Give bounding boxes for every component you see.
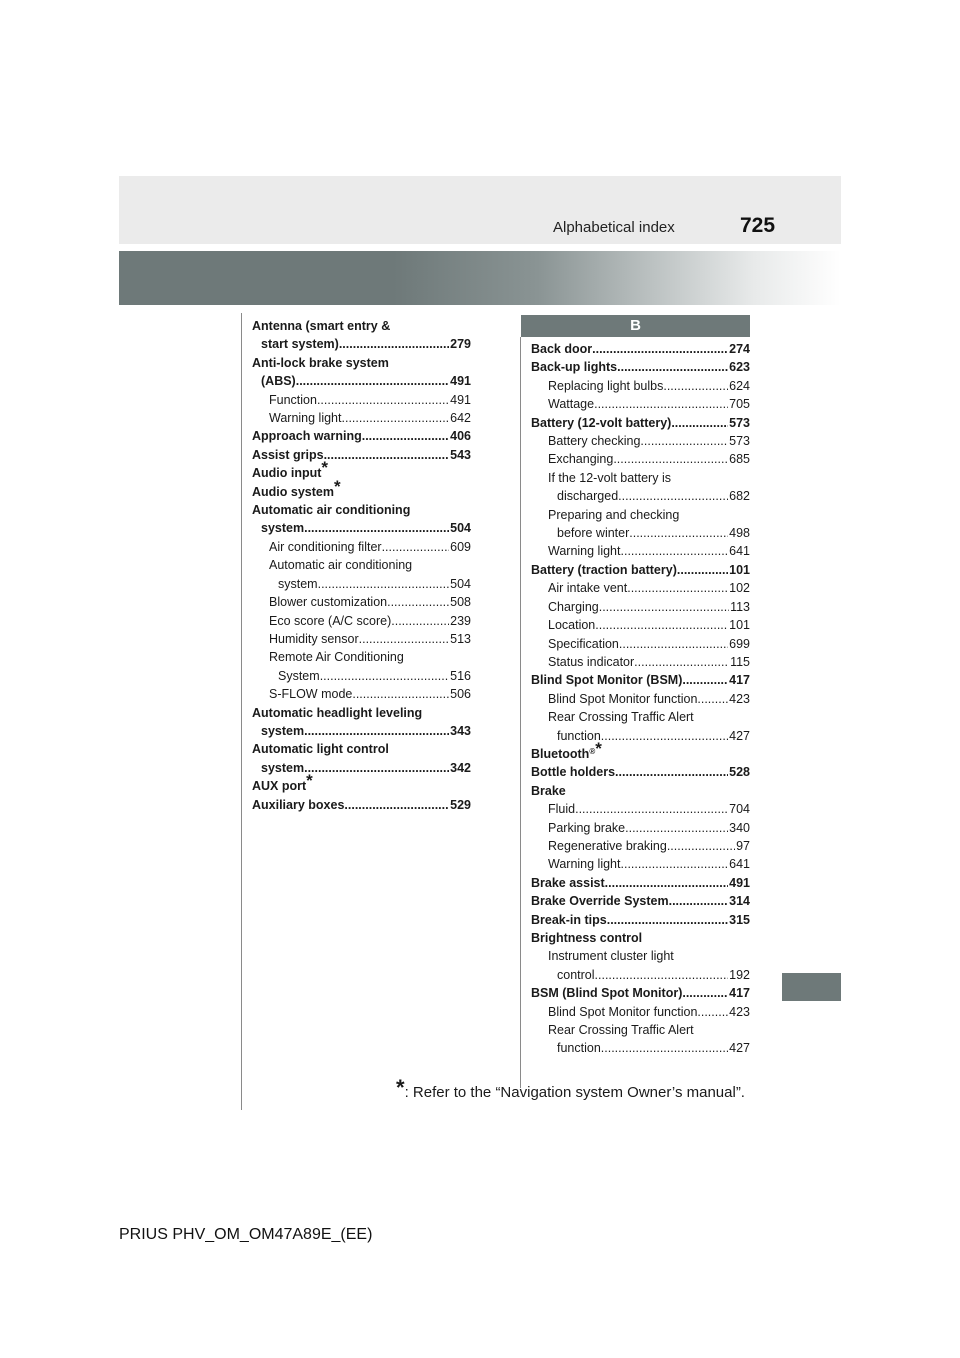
dot-leader xyxy=(618,487,728,505)
index-entry-term: Eco score (A/C score) xyxy=(269,613,392,628)
index-entry xyxy=(531,738,750,763)
dot-leader xyxy=(304,722,449,740)
page-reference: 641 xyxy=(729,544,750,559)
footnote-text: : Refer to the “Navigation system Owner’s manual”. xyxy=(404,1084,745,1101)
index-entry-term: Replacing light bulbs xyxy=(548,378,664,393)
page-reference: 314 xyxy=(729,894,750,909)
dot-leader xyxy=(613,450,728,468)
index-entry xyxy=(252,409,471,427)
dot-leader xyxy=(599,598,729,616)
index-entry-line: Preparing and checking xyxy=(548,507,680,522)
dot-leader xyxy=(663,377,728,395)
page-reference: 685 xyxy=(729,452,750,467)
left-column-rule xyxy=(241,313,242,1110)
index-entry-term: before winter xyxy=(557,526,630,541)
index-entry xyxy=(531,892,750,910)
page-reference: 417 xyxy=(729,673,750,688)
index-entry xyxy=(252,427,471,445)
index-entry-line: Rear Crossing Traffic Alert xyxy=(548,710,694,725)
page-reference: 491 xyxy=(450,374,471,389)
index-entry-term: function xyxy=(557,1041,601,1056)
index-entry xyxy=(531,690,750,708)
index-entry-term: (ABS) xyxy=(261,374,296,389)
header-band xyxy=(119,176,841,244)
page-reference: 543 xyxy=(450,447,471,462)
page-reference: 508 xyxy=(450,595,471,610)
page-reference: 624 xyxy=(729,378,750,393)
index-column-left xyxy=(252,317,471,814)
registered-mark: ® xyxy=(589,746,596,756)
dot-leader xyxy=(382,538,450,556)
page-reference: 417 xyxy=(729,986,750,1001)
index-entry xyxy=(252,796,471,814)
page-reference: 504 xyxy=(450,576,471,591)
index-entry-term: function xyxy=(557,728,601,743)
index-entry-term: Back-up lights xyxy=(531,360,618,375)
index-entry xyxy=(252,685,471,703)
index-entry-term: Battery (traction battery) xyxy=(531,562,677,577)
page-reference: 315 xyxy=(729,912,750,927)
page-reference: 513 xyxy=(450,631,471,646)
index-entry xyxy=(252,648,471,685)
page-reference: 573 xyxy=(729,434,750,449)
index-entry-term: Battery (12-volt battery) xyxy=(531,415,672,430)
page-reference: 699 xyxy=(729,636,750,651)
index-entry-term: Location xyxy=(548,618,596,633)
dot-leader xyxy=(595,616,728,634)
index-entry xyxy=(531,395,750,413)
index-entry-term: Parking brake xyxy=(548,820,626,835)
page-reference: 423 xyxy=(729,1004,750,1019)
index-entry xyxy=(252,476,471,501)
page-reference: 274 xyxy=(729,342,750,356)
dot-leader xyxy=(640,432,728,450)
index-entry xyxy=(252,458,471,482)
index-entry-term: Humidity sensor xyxy=(269,631,359,646)
dot-leader xyxy=(592,340,728,358)
index-entry-term: discharged xyxy=(557,489,619,504)
section-letter-b: B xyxy=(521,315,750,337)
dot-leader xyxy=(667,837,735,855)
index-entry xyxy=(531,800,750,818)
dot-leader xyxy=(677,561,728,579)
index-entry-term: Exchanging xyxy=(548,452,614,467)
index-entry-term: system xyxy=(261,723,305,738)
dot-leader xyxy=(324,446,450,464)
index-entry xyxy=(531,561,750,579)
index-entry-line: Automatic air conditioning xyxy=(269,558,413,573)
index-entry-term: system xyxy=(261,521,305,536)
document-code: PRIUS PHV_OM_OM47A89E_(EE) xyxy=(119,1226,373,1243)
index-entry-term: Audio input xyxy=(252,466,322,481)
footnote xyxy=(396,1075,745,1106)
index-entry-term: Brake xyxy=(531,783,566,798)
dot-leader xyxy=(595,966,729,984)
index-entry xyxy=(252,593,471,611)
footnote-mark: * xyxy=(595,738,602,758)
dot-leader xyxy=(617,358,728,376)
index-entry-term: Break-in tips xyxy=(531,912,607,927)
dot-leader xyxy=(391,612,449,630)
index-entry-term: Blind Spot Monitor function xyxy=(548,691,698,706)
dot-leader xyxy=(317,391,449,409)
footnote-mark: * xyxy=(396,1075,405,1100)
index-entry-term: Specification xyxy=(548,636,619,651)
dot-leader xyxy=(601,1039,728,1057)
index-entry xyxy=(531,414,750,432)
index-entry xyxy=(531,708,750,745)
footnote-mark: * xyxy=(321,458,329,478)
page-reference: 609 xyxy=(450,539,471,554)
index-entry-term: Status indicator xyxy=(548,654,635,669)
index-entry xyxy=(531,984,750,1002)
index-entry xyxy=(531,377,750,395)
index-entry-term: Warning light xyxy=(548,544,621,559)
page-reference: 682 xyxy=(729,489,750,504)
index-entry xyxy=(252,612,471,630)
index-entry xyxy=(252,630,471,648)
page-reference: 102 xyxy=(729,581,750,596)
index-entry-term: control xyxy=(557,967,595,982)
index-entry-term: BSM (Blind Spot Monitor) xyxy=(531,986,683,1001)
index-entry-term: Bottle holders xyxy=(531,765,616,780)
index-entry xyxy=(531,450,750,468)
page-reference: 573 xyxy=(729,415,750,430)
dot-leader xyxy=(682,984,728,1002)
dot-leader xyxy=(619,635,728,653)
index-entry-term: Bluetooth xyxy=(531,746,590,761)
index-entry-line: Antenna (smart entry & xyxy=(252,319,391,333)
index-entry xyxy=(531,340,750,358)
dot-leader xyxy=(339,335,449,353)
index-entry xyxy=(252,354,471,391)
index-entry-term: Brake assist xyxy=(531,875,605,890)
index-entry xyxy=(531,671,750,689)
index-entry xyxy=(531,542,750,560)
dot-leader xyxy=(634,653,729,671)
dot-leader xyxy=(352,685,449,703)
index-entry xyxy=(252,317,471,354)
dot-leader xyxy=(362,427,449,445)
index-entry-term: S-FLOW mode xyxy=(269,687,353,702)
index-entry-term: Blind Spot Monitor function xyxy=(548,1004,698,1019)
page-reference: 491 xyxy=(729,875,750,890)
page-reference: 279 xyxy=(450,337,471,352)
page-reference: 529 xyxy=(450,797,471,812)
index-entry xyxy=(252,556,471,593)
index-entry xyxy=(531,506,750,543)
page-reference: 239 xyxy=(450,613,471,628)
dot-leader xyxy=(575,800,728,818)
page-reference: 115 xyxy=(730,654,750,669)
dot-leader xyxy=(296,372,449,390)
index-entry xyxy=(531,855,750,873)
footnote-mark: * xyxy=(306,771,313,791)
index-entry-line: Automatic air conditioning xyxy=(252,503,411,518)
index-entry-term: Wattage xyxy=(548,397,595,412)
page-reference: 406 xyxy=(450,429,471,444)
dot-leader xyxy=(669,892,729,910)
page-reference: 623 xyxy=(729,360,750,375)
index-entry-line: Instrument cluster light xyxy=(548,949,674,964)
page-reference: 101 xyxy=(729,562,750,577)
page-reference: 342 xyxy=(450,760,471,775)
page-reference: 101 xyxy=(729,618,750,633)
dot-leader xyxy=(318,575,450,593)
index-entry-term: start system) xyxy=(261,337,339,352)
index-entry-term: Auxiliary boxes xyxy=(252,797,345,812)
index-entry xyxy=(252,538,471,556)
index-entry-term: Function xyxy=(269,392,317,407)
index-entry-line: Automatic headlight leveling xyxy=(252,705,423,720)
index-entry-line: Automatic light control xyxy=(252,742,389,757)
dot-leader xyxy=(625,819,728,837)
index-entry xyxy=(531,929,750,947)
dot-leader xyxy=(304,519,449,537)
dot-leader xyxy=(629,524,728,542)
index-entry-line: Remote Air Conditioning xyxy=(269,650,404,665)
index-entry-term: Assist grips xyxy=(252,447,324,462)
index-entry-term: Air conditioning filter xyxy=(269,539,382,554)
index-entry-term: Brightness control xyxy=(531,931,643,945)
dot-leader xyxy=(607,911,728,929)
middle-column-rule xyxy=(520,337,521,1088)
index-entry xyxy=(531,819,750,837)
dot-leader xyxy=(304,759,449,777)
index-entry xyxy=(531,947,750,984)
page-reference: 491 xyxy=(450,392,471,407)
dot-leader xyxy=(621,855,729,873)
index-entry-term: Warning light xyxy=(548,857,621,872)
index-entry xyxy=(531,635,750,653)
index-entry xyxy=(531,358,750,376)
index-entry xyxy=(252,446,471,464)
dot-leader xyxy=(671,414,728,432)
index-entry-term: AUX port xyxy=(252,779,307,794)
index-entry-line: Rear Crossing Traffic Alert xyxy=(548,1023,694,1038)
index-entry-term: System xyxy=(278,668,320,683)
index-entry-term: Blind Spot Monitor (BSM) xyxy=(531,673,683,688)
dot-leader xyxy=(601,727,728,745)
dot-leader xyxy=(697,690,728,708)
index-entry-term: Audio system xyxy=(252,484,334,499)
dot-leader xyxy=(359,630,450,648)
page-title: Alphabetical index xyxy=(553,219,675,236)
dot-leader xyxy=(344,796,449,814)
dot-leader xyxy=(342,409,450,427)
index-entry xyxy=(531,1021,750,1058)
dot-leader xyxy=(320,667,449,685)
dot-leader xyxy=(387,593,449,611)
page-reference: 704 xyxy=(729,802,750,817)
index-entry-term: Blower customization xyxy=(269,595,388,610)
page-reference: 506 xyxy=(450,687,471,702)
page-reference: 642 xyxy=(450,411,471,426)
index-entry-term: Air intake vent xyxy=(548,581,628,596)
index-entry xyxy=(252,391,471,409)
page-reference: 498 xyxy=(729,526,750,541)
index-entry xyxy=(531,616,750,634)
index-entry-term: Warning light xyxy=(269,411,342,426)
index-entry xyxy=(531,782,750,800)
dot-leader xyxy=(682,671,728,689)
index-entry-term: system xyxy=(278,576,318,591)
page-reference: 192 xyxy=(729,967,750,982)
page-reference: 516 xyxy=(450,668,471,683)
page-number: 725 xyxy=(740,214,776,237)
footnote-mark: * xyxy=(333,476,341,496)
index-entry xyxy=(531,579,750,597)
index-entry xyxy=(531,432,750,450)
index-column-right xyxy=(531,340,750,1058)
thumb-index-tab xyxy=(782,973,841,1001)
index-entry-term: Approach warning xyxy=(252,429,362,444)
page-reference: 641 xyxy=(729,857,750,872)
index-entry xyxy=(531,911,750,929)
page-reference: 705 xyxy=(729,397,750,412)
page-reference: 528 xyxy=(729,765,750,780)
index-entry xyxy=(531,837,750,855)
page-reference: 97 xyxy=(736,838,750,853)
index-entry xyxy=(252,704,471,741)
dot-leader xyxy=(605,874,728,892)
index-entry-line: Anti-lock brake system xyxy=(252,355,389,370)
index-entry-term: Fluid xyxy=(548,802,576,817)
index-entry xyxy=(531,469,750,506)
index-entry xyxy=(252,501,471,538)
index-entry-line: If the 12-volt battery is xyxy=(548,470,671,485)
dot-leader xyxy=(621,542,729,560)
index-entry-term: Charging xyxy=(548,599,599,614)
page-reference: 343 xyxy=(450,723,471,738)
page-reference: 504 xyxy=(450,521,471,536)
index-entry xyxy=(531,598,750,616)
index-entry xyxy=(252,771,471,795)
section-bar xyxy=(119,251,841,305)
page-reference: 427 xyxy=(729,728,750,743)
index-entry-term: Battery checking xyxy=(548,434,641,449)
index-entry-term: system xyxy=(261,760,305,775)
index-entry xyxy=(531,653,750,671)
index-entry xyxy=(531,763,750,781)
index-entry-term: Back door xyxy=(531,342,593,356)
dot-leader xyxy=(697,1003,728,1021)
dot-leader xyxy=(594,395,728,413)
page-reference: 423 xyxy=(729,691,750,706)
index-entry xyxy=(531,1003,750,1021)
index-entry-term: Regenerative braking xyxy=(548,838,667,853)
page-reference: 340 xyxy=(729,820,750,835)
page-reference: 113 xyxy=(730,599,750,614)
index-entry-term: Brake Override System xyxy=(531,894,669,909)
page-reference: 427 xyxy=(729,1041,750,1056)
dot-leader xyxy=(627,579,728,597)
index-entry xyxy=(252,740,471,777)
dot-leader xyxy=(615,763,728,781)
index-entry xyxy=(531,874,750,892)
